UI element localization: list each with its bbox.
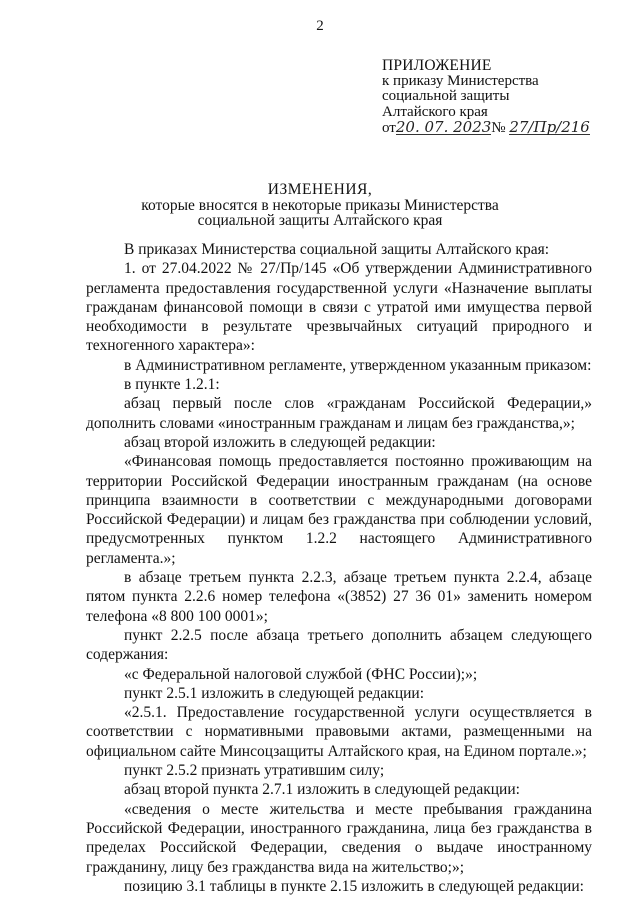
paragraph: пункт 2.5.1 изложить в следующей редакции: bbox=[124, 684, 425, 702]
paragraph: абзац первый после слов «гражданам Российской Федерации,» дополнить словами «иностранным гражданам и лицам без гражданства,»; bbox=[86, 395, 592, 432]
paragraph: пункт 2.5.2 признать утратившим силу; bbox=[124, 762, 385, 780]
appendix-line-1: к приказу Министерства bbox=[382, 72, 539, 89]
appendix-line-3: Алтайского края bbox=[382, 103, 488, 120]
number-prefix: № bbox=[491, 120, 506, 136]
title-line-3: социальной защиты Алтайского края bbox=[197, 212, 443, 229]
paragraph: В приказах Министерства социальной защиты Алтайского края: bbox=[124, 241, 550, 258]
paragraph: 1. от 27.04.2022 № 27/Пр/145 «Об утверждении Административного регламента предоставления государственной услуги «Назначение выплаты гражданам финансовой помощи в связи с утратой ими имущества первой необходимости в результате чрезвычайных ситуаций природного и техногенного характера»: bbox=[86, 260, 592, 355]
paragraph: пункт 2.2.5 после абзаца третьего дополнить абзацем следующего содержания: bbox=[86, 626, 592, 664]
paragraph: в абзаце третьем пункта 2.2.3, абзаце третьем пункта 2.2.4, абзаце пятом пункта 2.2.6 номер телефона «(3852) 27 36 01» заменить номером телефона «8 800 100 0001»; bbox=[86, 569, 592, 625]
order-date: 20. 07. 2023 bbox=[395, 118, 492, 136]
document-title bbox=[0, 182, 640, 228]
paragraph: в Административном регламенте, утвержденном указанным приказом: bbox=[124, 356, 592, 374]
paragraph: абзац второй изложить в следующей редакции: bbox=[124, 433, 436, 451]
page-number: 2 bbox=[316, 18, 324, 34]
paragraph: «2.5.1. Предоставление государственной услуги осуществляется в соответствии с нормативными правовыми актами, размещенными на официальном сайте Минсоцзащиты Алтайского края, на Едином портале.»; bbox=[86, 704, 592, 760]
title-main: ИЗМЕНЕНИЯ, bbox=[267, 181, 373, 198]
paragraph: «Финансовая помощь предоставляется постоянно проживающим на территории Российской Федерации иностранным гражданам (на основе принципа взаимности в соответствии с международными договорами Российской Федерации) и лицам без гражданства при соблюдении условий, предусмотренных пунктом 1.2.2 настоящего Административного регламента.»; bbox=[86, 453, 592, 567]
document-body bbox=[86, 240, 592, 896]
appendix-date-number bbox=[382, 120, 632, 137]
order-number: 27/Пр/216 bbox=[509, 118, 590, 136]
paragraph: «сведения о месте жительства и месте пребывания гражданина Российской Федерации, иностранного гражданина, лица без гражданства в пределах Российской Федерации, сведения о выдаче иностранному гражданину, лицу без гражданства вида на жительство;»; bbox=[86, 800, 592, 876]
appendix-block bbox=[382, 58, 632, 137]
paragraph: «с Федеральной налоговой службой (ФНС России);»; bbox=[124, 665, 478, 683]
date-prefix: от bbox=[382, 120, 396, 136]
paragraph: в пункте 1.2.1: bbox=[124, 376, 220, 394]
paragraph: позицию 3.1 таблицы в пункте 2.15 изложить в следующей редакции: bbox=[124, 877, 584, 895]
appendix-heading: ПРИЛОЖЕНИЕ bbox=[382, 57, 492, 74]
paragraph: абзац второй пункта 2.7.1 изложить в следующей редакции: bbox=[124, 781, 520, 799]
title-line-2: которые вносятся в некоторые приказы Министерства bbox=[141, 197, 499, 214]
appendix-line-2: социальной защиты bbox=[382, 88, 510, 104]
